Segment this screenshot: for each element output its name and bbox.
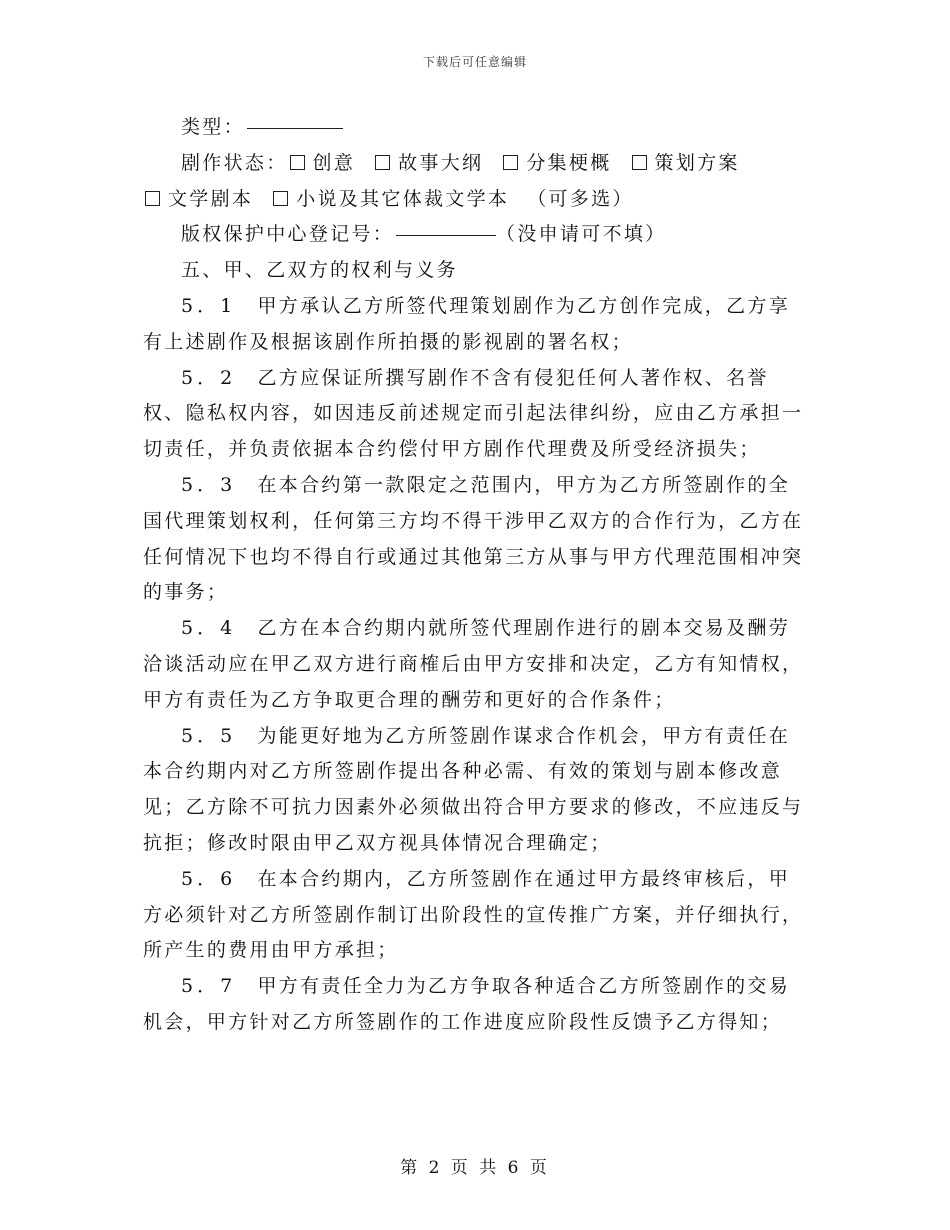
checkbox-option-3[interactable]: [632, 155, 647, 170]
document-body: [143, 110, 811, 1041]
clause-text: 甲方有责任全力为乙方争取各种适合乙方所签剧作的交易机会，甲方针对乙方所签剧作的工作进度应阶段性反馈予乙方得知；: [143, 975, 791, 1033]
multi-select-note: （可多选）: [527, 187, 634, 210]
type-line: [143, 110, 811, 146]
option-label-0: 创意: [312, 151, 356, 174]
clause-number: 5．5: [181, 724, 237, 747]
clause-5-4: [143, 611, 811, 718]
type-blank[interactable]: [247, 127, 343, 129]
status-line-2: [143, 182, 811, 218]
clause-text: 在本合约第一款限定之范围内，甲方为乙方所签剧作的全国代理策划权利，任何第三方均不得干涉甲乙双方的合作行为，乙方在任何情况下也均不得自行或通过其他第三方从事与甲方代理范围相冲突的事务；: [143, 473, 804, 604]
copyright-label: 版权保护中心登记号：: [181, 223, 395, 246]
checkbox-option-2[interactable]: [503, 155, 518, 170]
clause-text: 为能更好地为乙方所签剧作谋求合作机会，甲方有责任在本合约期内对乙方所签剧作提出各种必需、有效的策划与剧本修改意见；乙方除不可抗力因素外必须做出符合甲方要求的修改，不应违反与抗拒；修改时限由甲乙双方视具体情况合理确定；: [143, 724, 804, 854]
option-label-2: 分集梗概: [526, 151, 612, 174]
clause-5-3: [143, 468, 811, 611]
clause-5-7: [143, 969, 811, 1041]
checkbox-option-4[interactable]: [145, 191, 160, 206]
checkbox-option-1[interactable]: [375, 155, 390, 170]
option-label-1: 故事大纲: [398, 151, 484, 174]
clause-number: 5．1: [181, 294, 237, 317]
status-label: 剧作状态：: [181, 151, 288, 174]
clause-text: 乙方应保证所撰写剧作不含有侵犯任何人著作权、名誉权、隐私权内容，如因违反前述规定而引起法律纠纷，应由乙方承担一切责任，并负责依据本合约偿付甲方剧作代理费及所受经济损失；: [143, 366, 804, 461]
clause-5-5: [143, 719, 811, 862]
page-header: 下载后可任意编辑: [422, 55, 527, 69]
checkbox-option-0[interactable]: [290, 155, 305, 170]
clause-number: 5．2: [181, 366, 237, 389]
copyright-line: [143, 217, 811, 253]
option-label-3: 策划方案: [654, 151, 740, 174]
clause-number: 5．4: [181, 617, 237, 640]
copyright-note: （没申请可不填）: [496, 223, 667, 246]
section-title: 五、甲、乙双方的权利与义务: [181, 259, 458, 282]
option-label-5: 小说及其它体裁文学本: [296, 187, 510, 210]
clause-number: 5．7: [181, 975, 237, 998]
type-label: 类型：: [181, 116, 245, 138]
copyright-blank[interactable]: [396, 234, 496, 236]
clause-text: 乙方在本合约期内就所签代理剧作进行的剧本交易及酬劳洽谈活动应在甲乙双方进行商榷后由甲方安排和决定，乙方有知情权，甲方有责任为乙方争取更合理的酬劳和更好的合作条件；: [143, 617, 804, 711]
clause-number: 5．6: [181, 867, 237, 890]
option-label-4: 文学剧本: [168, 187, 254, 210]
clause-text: 甲方承认乙方所签代理策划剧作为乙方创作完成，乙方享有上述剧作及根据该剧作所拍摄的影视剧的署名权；: [143, 294, 791, 353]
page-number: 第 2 页 共 6 页: [400, 1158, 550, 1178]
clause-text: 在本合约期内，乙方所签剧作在通过甲方最终审核后，甲方必须针对乙方所签剧作制订出阶段性的宣传推广方案，并仔细执行，所产生的费用由甲方承担；: [143, 867, 804, 962]
clause-5-2: [143, 361, 811, 468]
checkbox-option-5[interactable]: [273, 191, 288, 206]
clause-number: 5．3: [181, 473, 237, 496]
clause-5-6: [143, 862, 811, 969]
status-line: [143, 146, 811, 182]
clause-5-1: [143, 289, 811, 361]
